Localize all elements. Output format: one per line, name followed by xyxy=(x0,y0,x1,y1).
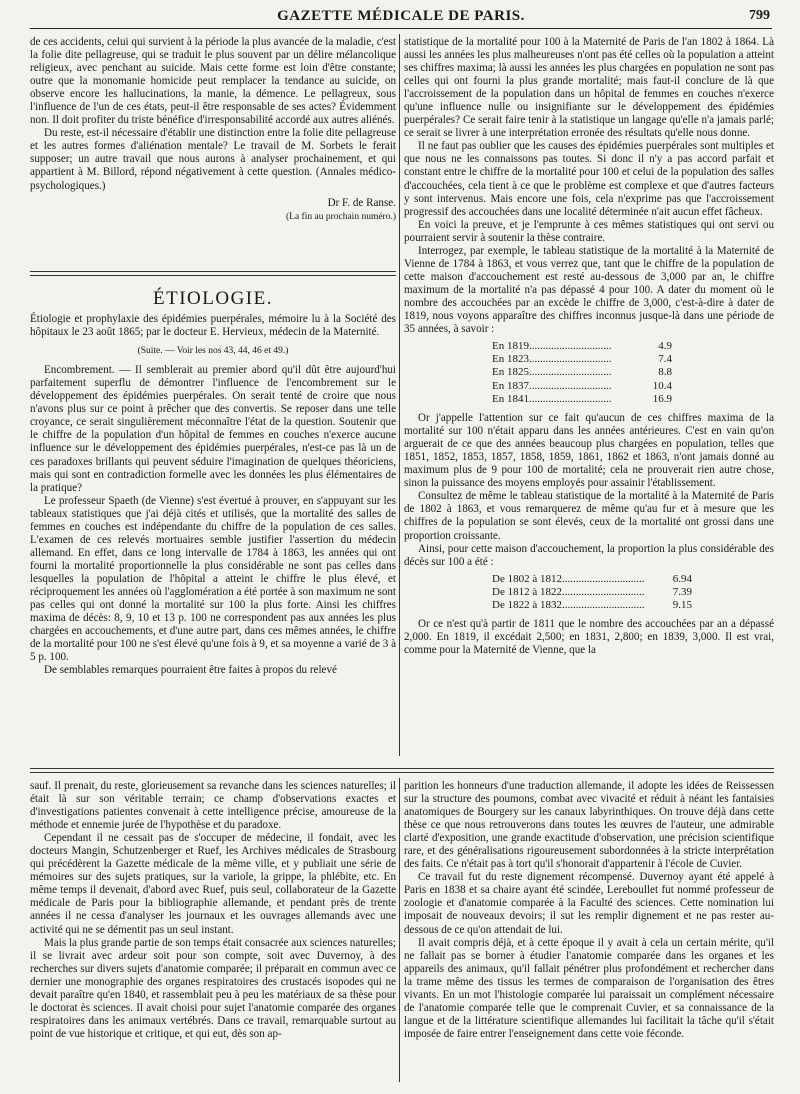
paragraph: En voici la preuve, et je l'emprunte à ces mêmes statistiques qui ont servi ou pourraient servir à soutenir la thèse contraire. xyxy=(404,218,774,244)
row-label: De 1802 à 1812 xyxy=(492,572,562,585)
paragraph: Interrogez, par exemple, le tableau statistique de la mortalité à la Maternité de Vienne de 1784 à 1863, et vous verrez que, tant que le chiffre de la population de cette maison d'accouchement est resté au-dessous de 3,000 par an, le chiffre maximum de la mortalité n'a pas dépassé 4 pour 100. A dater du moment où le nombre des accouchées par an excède le chiffre de 3,000, c'est-à-dire à dater de 1819, nous voyons apparaître des chiffres inconnus jusque-là dans une période de 35 années, à savoir : xyxy=(404,244,774,336)
article-heading: Étiologie et prophylaxie des épidémies puerpérales, mémoire lu à la Société des hôpitaux le 23 août 1865; par le docteur E. Hervieux, médecin de la Maternité. xyxy=(30,313,396,339)
table-row: De 1812 à 1822 .............................. 7.39 xyxy=(492,585,692,598)
continued-note: (La fin au prochain numéro.) xyxy=(286,211,396,222)
bottom-left-column xyxy=(30,780,396,1080)
continuation-note: (Suite. — Voir les nos 43, 44, 46 et 49.) xyxy=(137,346,289,357)
row-value: 7.39 xyxy=(672,585,692,598)
table-row: En 1837 .............................. 10.4 xyxy=(492,379,672,392)
paragraph: Du reste, est-il nécessaire d'établir une distinction entre la folie dite pellagreuse et les autres formes d'aliénation mentale? Le travail de M. Sorbets le ferait supposer; un autre travail que nous aurons à analyser prochainement, et qui appartient à M. Billord, répond négativement à cette question. (Annales médico-psychologiques.) xyxy=(30,127,396,192)
paragraph: Il avait compris déjà, et à cette époque il y avait à cela un certain mérite, qu'il ne fallait pas se borner à étudier l'anatomie comparée dans les organes et les appareils des animaux, qu'il fallait pénétrer plus profondément et rechercher dans la trame même des tissus les termes de comparaison de l'organisation des êtres vivants. En un mot l'histologie comparée lui paraissait un complément nécessaire de l'anatomie comparée telle que le comprenait Cuvier, et sa connaissance de la langue et de la littérature scientifique allemandes lui facilitait la tâche qu'il s'était imposée de faire entrer l'enseignement dans cette voie féconde. xyxy=(404,936,774,1040)
column-divider xyxy=(399,34,400,756)
paragraph: Il ne faut pas oublier que les causes des épidémies puerpérales sont multiples et que nous ne les connaissons pas toutes. Si donc il n'y a pas accord parfait et constant entre le chiffre de la mortalité pour 100 et celui de la population des salles d'accouchées, cela tient à ce que le problème est complexe et que d'autres facteurs y sont intervenus. Mais encore une fois, cela n'exprime pas que l'accroissement progressif des accouchées dans une localité déterminée n'ait aucun effet fâcheux. xyxy=(404,140,774,218)
row-value: 9.15 xyxy=(672,599,692,612)
paragraph: Cependant il ne cessait pas de s'occuper de médecine, il fondait, avec les docteurs Mangin, Schutzenberger et Ruef, les Archives médicales de Strasbourg qui précédèrent la Gazette médicale de la même ville, et y publiait une série de mémoires sur des sujets pratiques, sur la variole, la grippe, la phlébite, etc. En même temps il devenait, d'abord avec Ruef, puis seul, collaborateur de la Gazette médicale de Paris pour la bibliographie allemande, et pendant près de trente années il ne cessa d'analyser les journaux et les ouvrages allemands avec une activité qui ne se démentit pas un seul instant. xyxy=(30,832,396,936)
vienna-mortality-table xyxy=(492,340,774,406)
table-row: En 1825 .............................. 8.8 xyxy=(492,366,672,379)
paragraph: sauf. Il prenait, du reste, glorieusement sa revanche dans les sciences naturelles; il était là sur son véritable terrain; ce champ d'observations exactes et d'investigations patientes convenait à cette intelligence précise, amoureuse de la méthode et ennemie jurée de l'hypothèse et du paradoxe. xyxy=(30,780,396,832)
article-separator xyxy=(30,271,396,276)
journal-title: GAZETTE MÉDICALE DE PARIS. xyxy=(277,8,525,24)
paragraph: Ce travail fut du reste dignement récompensé. Duvernoy ayant été appelé à Paris en 1838 et sa chaire ayant été scindée, Lereboullet fut nommé professeur de zoologie et d'anatomie comparée à la Faculté des sciences. Cette nomination lui imposait de nouveaux devoirs; il sut les remplir dignement et ne pas rester au-dessous de ce qu'on attendait de lui. xyxy=(404,871,774,936)
paragraph: Le professeur Spaeth (de Vienne) s'est évertué à prouver, en s'appuyant sur les tableaux statistiques que j'ai déjà cités et utilisés, que la mortalité des salles de femmes en couches est indépendante du chiffre de la population de ces salles. L'examen de ces relevés mortuaires semble justifier l'assertion du médecin allemand. En effet, dans ce long intervalle de 1784 à 1863, les années qui ont fourni la mortalité proportionnelle la plus considérable ne sont pas celles dans lesquelles la population de l'hôpital a atteint le chiffre le plus élevé, et réciproquement les années où l'agglomération a été portée à son maximum ne sont pas celles qui ont donné la mortalité sur 100 la plus forte. Ainsi les chiffres maxima de décès: 8, 9, 10 et 13 p. 100 ne correspondent pas aux années les plus chargées en accouchements, et d'une autre part, dans ces mêmes années, le chiffre de la mortalité pour 100 ne s'est élevé qu'une fois à 9, et sa moyenne a varié de 3 à 5 p. 100. xyxy=(30,494,396,664)
row-value: 4.9 xyxy=(658,340,672,353)
paragraph: Or ce n'est qu'à partir de 1811 que le nombre des accouchées par an a dépassé 2,000. En 1819, il excédait 2,500; en 1831, 2,800; en 1839, 3,000. Il est vrai, comme pour la Maternité de Vienne, que la xyxy=(404,618,774,657)
paragraph: Encombrement. — Il semblerait au premier abord qu'il dût être aujourd'hui parfaitement superflu de démontrer l'influence de l'encombrement sur le développement des épidémies puerpérales. On serait tenté de croire que nous n'avons plus sur ce point à prêcher que des convertis. Se reposer dans une telle croyance, ce serait singulièrement méconnaître l'état de la question. Soutenir que le chiffre de la population d'un hôpital de femmes en couches n'exerce aucune influence sur le développement des épidémies puerpérales, n'est-ce pas là un de ces paradoxes brillants qui peuvent séduire l'imagination de quelques théoriciens, mais qui sont en contradiction formelle avec les données les plus élémentaires de la pratique? xyxy=(30,364,396,494)
paragraph: statistique de la mortalité pour 100 à la Maternité de Paris de l'an 1802 à 1864. Là aussi les années les plus malheureuses n'ont pas été celles où la population a atteint ses chiffres maxima; là aussi les années les plus chargées en population ne sont pas celles qui ont fourni la plus grande mortalité; mais faut-il conclure de là que l'accroissement de la population dans un hôpital de femmes en couches n'exerce qu'une influence nulle ou insignifiante sur le développement des épidémies puerpérales? Ce serait faire tenir à la statistique un langage qu'elle n'a jamais parlé; ce serait se livrer à une interprétation erronée des résultats qu'elle nous donne. xyxy=(404,36,774,140)
paragraph: de ces accidents, celui qui survient à la période la plus avancée de la maladie, c'est la folie dite pellagreuse, qui se traduit le plus souvent par un délire mélancolique religieux, avec penchant au suicide. Mais cette forme est loin d'être constante; outre que la monomanie homicide peut remplacer la tendance au suicide, on observe encore les hallucinations, la manie, la démence. Le pellagreux, sous l'influence de l'un de ces états, peut-il être responsable de ses actes? Évidemment non. Il doit profiter du triste bénéfice d'irresponsabilité accordé aux autres aliénés. xyxy=(30,36,396,127)
left-column-article xyxy=(30,286,396,756)
paragraph: parition les honneurs d'une traduction allemande, il adopte les idées de Reissessen sur la structure des poumons, combat avec vivacité et réduit à néant les fantaisies anatomiques de Bourgery sur les canaux labyrinthiques. On trouve déjà dans cette thèse ce que nous retrouverons dans toutes les œuvres de l'auteur, une admirable clarté d'exposition, une grande exactitude d'observation, une précision scientifique rare, et des généralisations rigoureusement subordonnées à la stricte interprétation des faits. Ce n'était pas à tort qu'il s'honorait d'appartenir à l'école de Cuvier. xyxy=(404,780,774,871)
row-value: 8.8 xyxy=(658,366,672,379)
row-label: En 1819 xyxy=(492,340,529,353)
paris-mortality-table xyxy=(492,573,774,613)
row-value: 7.4 xyxy=(658,353,672,366)
table-row: En 1841 .............................. 16.9 xyxy=(492,392,672,405)
row-label: En 1823 xyxy=(492,353,529,366)
table-row: En 1819 .............................. 4.9 xyxy=(492,340,672,353)
page-header xyxy=(30,6,772,29)
column-divider-bottom xyxy=(399,778,400,1082)
signature: Dr F. de Ranse. xyxy=(327,196,396,209)
section-title: ÉTIOLOGIE. xyxy=(153,288,273,309)
row-value: 16.9 xyxy=(652,392,672,405)
bottom-right-column xyxy=(404,780,774,1080)
row-label: En 1837 xyxy=(492,379,529,392)
row-label: En 1825 xyxy=(492,366,529,379)
paragraph: De semblables remarques pourraient être faites à propos du relevé xyxy=(44,664,337,677)
right-column-article xyxy=(404,36,774,754)
table-row: De 1802 à 1812 .............................. 6.94 xyxy=(492,572,692,585)
paragraph: Consultez de même le tableau statistique de la mortalité à la Maternité de Paris de 1802 à 1863, et vous remarquerez de même qu'au fur et à mesure que les chiffres de la population se sont élevés, ceux de la mortalité ont grossi dans une proportion croissante. xyxy=(404,490,774,542)
row-label: De 1822 à 1832 xyxy=(492,599,562,612)
paragraph: Ainsi, pour cette maison d'accouchement, la proportion la plus considérable des décès sur 100 a été : xyxy=(404,542,774,568)
row-label: En 1841 xyxy=(492,392,529,405)
paragraph: Mais la plus grande partie de son temps était consacrée aux sciences naturelles; il se livrait avec ardeur soit pour son compte, soit avec Duvernoy, à des recherches sur divers sujets d'anatomie comparée; il préparait en commun avec ce dernier une monographie des organes respiratoires des crustacés isopodes qui ne devait paraître qu'en 1840, et rassemblait peu à peu les matériaux de sa thèse pour le doctorat ès sciences. Il avait choisi pour sujet l'anatomie comparée des organes respiratoires dans les animaux vertébrés. Dans ce travail, remarquable surtout au point de vue historique et critique, et qui eut, dès son ap- xyxy=(30,936,396,1040)
table-row: En 1823 .............................. 7.4 xyxy=(492,353,672,366)
paragraph: Or j'appelle l'attention sur ce fait qu'aucun de ces chiffres maxima de la mortalité sur 100 n'était apparu dans les années antérieures. C'est en vain qu'on arguerait de ce que des années beaucoup plus chargées en population, telles que 1851, 1852, 1853, 1857, 1858, 1859, 1861, 1862 et 1863, n'ont jamais donné au maximum plus de 9 pour 100 de mortalité; cela ne prouverait rien autre chose, sinon la puissance des moyens employés pour assainir l'établissement. xyxy=(404,412,774,490)
section-divider xyxy=(30,768,774,773)
row-value: 6.94 xyxy=(672,572,692,585)
row-value: 10.4 xyxy=(652,379,672,392)
row-label: De 1812 à 1822 xyxy=(492,585,562,598)
page-number: 799 xyxy=(749,8,770,23)
left-column-top xyxy=(30,36,396,268)
table-row: De 1822 à 1832 .............................. 9.15 xyxy=(492,599,692,612)
